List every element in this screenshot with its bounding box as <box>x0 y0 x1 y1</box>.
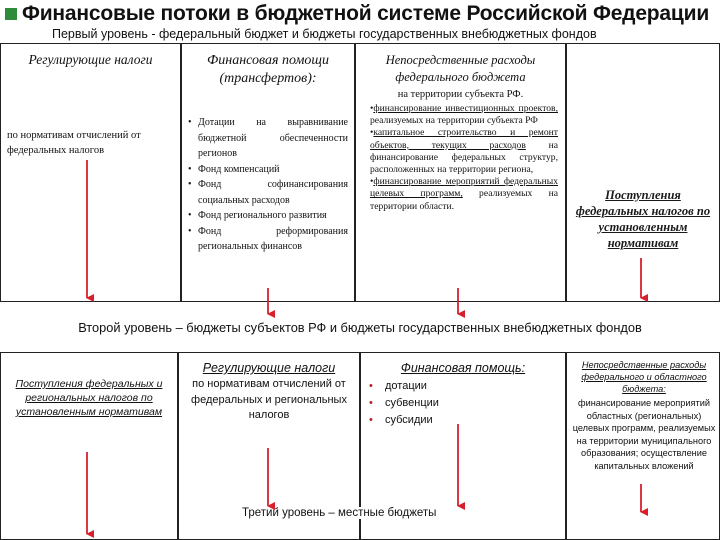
level1-col1-header: Регулирующие налоги <box>28 52 153 67</box>
bullet-icon: • <box>188 210 192 221</box>
level2-label: Второй уровень – бюджеты субъектов РФ и бюджеты государственных внебюджетных фондов <box>78 320 642 335</box>
level1-col4-text: Поступления федеральных налогов по установленным нормативам <box>575 188 711 250</box>
bullet-icon: • <box>188 225 192 237</box>
list-item: •финансирование инвестиционных проектов, реализуемых на территории субъекта РФ <box>370 103 558 127</box>
level2-col2-header: Регулирующие налоги <box>202 361 336 375</box>
list-item: •финансирование мероприятий федеральных целевых программ, реализуемых на территории области. <box>370 176 558 212</box>
level2-col3-header: Финансовая помощь: <box>400 361 526 375</box>
level3-label: Третий уровень – местные бюджеты <box>242 507 437 519</box>
level1-col3-header-line2: федерального бюджета <box>395 70 526 84</box>
level2-col4-header: Непосредственные расходы федерального и областного бюджета: <box>581 360 707 394</box>
list-item: • дотации <box>369 378 549 395</box>
list-item: • Фонд реформирования региональных финансов <box>188 224 348 255</box>
bullet-icon: • <box>188 163 192 175</box>
level1-label: Первый уровень - федеральный бюджет и бюджеты государственных внебюджетных фондов <box>52 27 597 41</box>
level1-col3-subheader: на территории субъекта РФ. <box>397 89 524 100</box>
level1-col3-header-line1: Непосредственные расходы <box>385 53 536 67</box>
bullet-icon: • <box>188 179 192 190</box>
list-item: • Фонд регионального развития <box>188 208 348 224</box>
list-item: • Фонд компенсаций <box>188 162 348 178</box>
level1-col2-header-line2: (трансфертов): <box>219 71 317 86</box>
bullet-icon: • <box>188 117 192 128</box>
page-title: Финансовые потоки в бюджетной системе Российской Федерации <box>22 2 710 25</box>
list-item: • субвенции <box>369 395 549 412</box>
level2-col2-text: по нормативам отчислений от федеральных и региональных налогов <box>191 378 347 421</box>
level1-col1-text: по нормативам отчислений от федеральных налогов <box>7 130 141 156</box>
list-item: • Фонд софинансирования социальных расходов <box>188 177 348 208</box>
level2-col1-text: Поступления федеральных и региональных налогов по установленным нормативам <box>15 378 163 418</box>
bullet-icon: • <box>369 397 373 409</box>
list-item: • субсидии <box>369 412 549 429</box>
level2-col4-text: финансирование мероприятий областных (региональных) целевых программ, реализуемых на территории муниципального образования; осуществление капитальных вложений <box>572 398 716 471</box>
bullet-icon: • <box>369 380 373 392</box>
bullet-icon: • <box>369 414 373 426</box>
list-item: •капитальное строительство и ремонт объектов, текущих расходов на финансирование федеральных структур, расположенных на территории региона, <box>370 127 558 176</box>
list-item: • Дотации на выравнивание бюджетной обеспеченности регионов <box>188 115 348 162</box>
level1-col2-header-line1: Финансовая помощи <box>207 53 329 68</box>
